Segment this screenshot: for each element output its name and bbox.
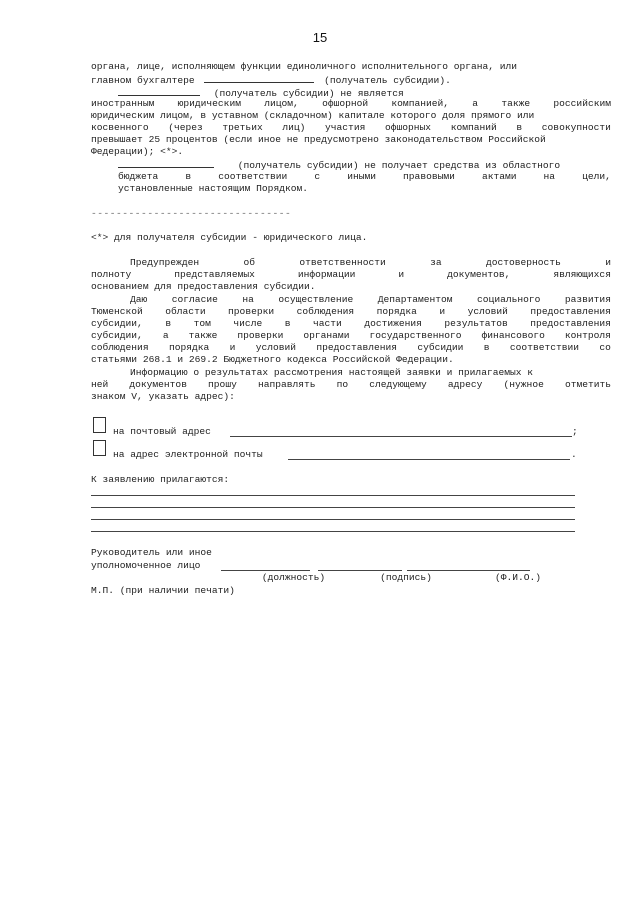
para3-recipient-blank[interactable] [118,158,214,168]
word: развития [564,294,611,305]
word: а [472,98,479,109]
para4-line1 [130,257,611,269]
word: на [543,171,556,182]
word: а [162,330,169,341]
word: Департаментом [377,294,453,305]
word: в [185,171,192,182]
word: представляемых [174,269,255,280]
word: соответствии [218,171,288,182]
signature-field[interactable] [318,570,402,571]
postal-address-end: ; [572,426,578,437]
word: Тюменской [91,306,143,317]
para5-line2 [91,306,611,318]
word: финансового [481,330,545,341]
word: юридическим [177,98,241,109]
para5-line6: статьями 268.1 и 269.2 Бюджетного кодекса Российской Федерации. [91,354,454,365]
word: социального [477,294,541,305]
word: условий [467,306,508,317]
word: по [336,379,349,390]
para1-line2-end: (получатель субсидии). [324,75,451,86]
attachments-label: К заявлению прилагаются: [91,474,230,485]
word: с [314,171,321,182]
word: государственного [369,330,462,341]
word: компанией, [391,98,449,109]
word: соблюдения [91,342,149,353]
postal-address-label: на почтовый адрес [113,426,211,437]
position-caption: (должность) [261,572,326,583]
word: достоверность [485,257,561,268]
word: в [284,318,291,329]
email-address-checkbox[interactable] [93,440,106,456]
word: органами [303,330,350,341]
attachment-line[interactable] [91,507,575,508]
word: соблюдения [296,306,355,317]
word: совокупности [541,122,611,133]
word: также [188,330,218,341]
word: субсидии, [91,318,143,329]
word: согласие [171,294,218,305]
attachment-line[interactable] [91,495,575,496]
word: и [229,342,236,353]
para2-line2 [91,98,611,110]
attachment-line[interactable] [91,519,575,520]
word: в [516,122,523,133]
word: офшорной [322,98,369,109]
word: правовыми [403,171,455,182]
signatory-title-line2: уполномоченное лицо [91,560,201,571]
word: документов, [447,269,511,280]
attachment-line[interactable] [91,531,575,532]
word: информации [297,269,356,280]
word: осуществление [278,294,354,305]
word: и [398,269,405,280]
word: и [605,257,611,268]
word: соответствии [509,342,580,353]
word: отметить [564,379,611,390]
word: (через [168,122,203,133]
word: направлять [257,379,316,390]
word: российским [553,98,611,109]
word: ответственности [299,257,386,268]
word: об [243,257,255,268]
postal-address-field[interactable] [230,436,572,437]
position-field[interactable] [221,570,310,571]
word: условий [255,342,297,353]
signature-caption: (подпись) [380,572,432,583]
word: проверки [237,330,284,341]
para3-line3: установленные настоящим Порядком. [118,183,308,194]
footnote-separator: -------------------------------- [91,208,292,219]
para2-line3: юридическим лицом, в уставном (складочном) капитале которого доля прямого или [91,110,535,121]
word: также [501,98,531,109]
word: области [165,306,206,317]
word: на [242,294,254,305]
word: цели, [582,171,611,182]
email-address-field[interactable] [288,459,570,460]
word: достижения [364,318,422,329]
para1-line1: органа, лице, исполняющем функции единоличного исполнительного органа, или [91,61,518,72]
para5-line5 [91,342,611,354]
para5-line1 [130,294,611,306]
word: со [599,342,611,353]
word: иностранным [91,98,155,109]
word: адресу [447,379,483,390]
postal-address-checkbox[interactable] [93,417,106,433]
word: следующему [369,379,427,390]
chief-accountant-blank[interactable] [204,73,314,83]
word: контроля [564,330,611,341]
word: косвенного [91,122,149,133]
para6-line3: знаком V, указать адрес): [91,391,235,402]
word: Предупрежден [130,257,200,268]
word: порядка [168,342,210,353]
word: компаний [450,122,497,133]
word: Даю [130,294,148,305]
word: результатов [444,318,508,329]
para5-line4 [91,330,611,342]
word: третьих [222,122,263,133]
email-address-end: . [571,449,577,460]
word: иными [347,171,376,182]
word: в [165,318,172,329]
word: прошу [208,379,237,390]
page-number: 15 [312,30,328,45]
word: в [483,342,490,353]
para1-line2-start: главном бухгалтере [91,75,195,86]
word: полноту [91,269,132,280]
word: за [430,257,442,268]
word: и [439,306,446,317]
word: субсидии [417,342,464,353]
word: бюджета [118,171,159,182]
word: актами [481,171,517,182]
para4-line2 [91,269,611,281]
word: том [193,318,211,329]
para5-line3 [91,318,611,330]
word: субсидии, [91,330,143,341]
word: документов [129,379,187,390]
word: офшорных [384,122,432,133]
word: числе [233,318,263,329]
word: предоставления [530,306,611,317]
word: (нужное [503,379,544,390]
para6-line1: Информацию о результатах рассмотрения настоящей заявки и прилагаемых к [130,367,534,378]
para2-line5: превышает 25 процентов (если иное не предусмотрено законодательством Российской [91,134,546,145]
para3-line1-text: (получатель субсидии) не получает средства из областного [237,160,561,171]
para2-line1-text: (получатель субсидии) не является [213,88,404,99]
para4-line3: основанием для предоставления субсидии. [91,281,316,292]
word: лицом, [264,98,299,109]
word: предоставления [316,342,398,353]
stamp-note: М.П. (при наличии печати) [91,585,235,596]
email-address-label: на адрес электронной почты [113,449,263,460]
word: являющихся [553,269,611,280]
word: участия [325,122,366,133]
word: порядка [376,306,417,317]
signatory-title-line1: Руководитель или иное [91,547,212,558]
word: части [313,318,342,329]
para2-recipient-blank[interactable] [118,86,200,96]
full-name-caption: (Ф.И.О.) [494,572,542,583]
footnote: <*> для получателя субсидии - юридического лица. [91,232,368,243]
word: лиц) [282,122,306,133]
word: предоставления [530,318,611,329]
para2-line6: Федерации); <*>. [91,146,184,157]
full-name-field[interactable] [407,570,530,571]
word: ней [91,379,109,390]
para6-line2 [91,379,611,391]
para3-line2 [118,171,611,183]
para2-line4 [91,122,611,134]
word: проверки [228,306,275,317]
